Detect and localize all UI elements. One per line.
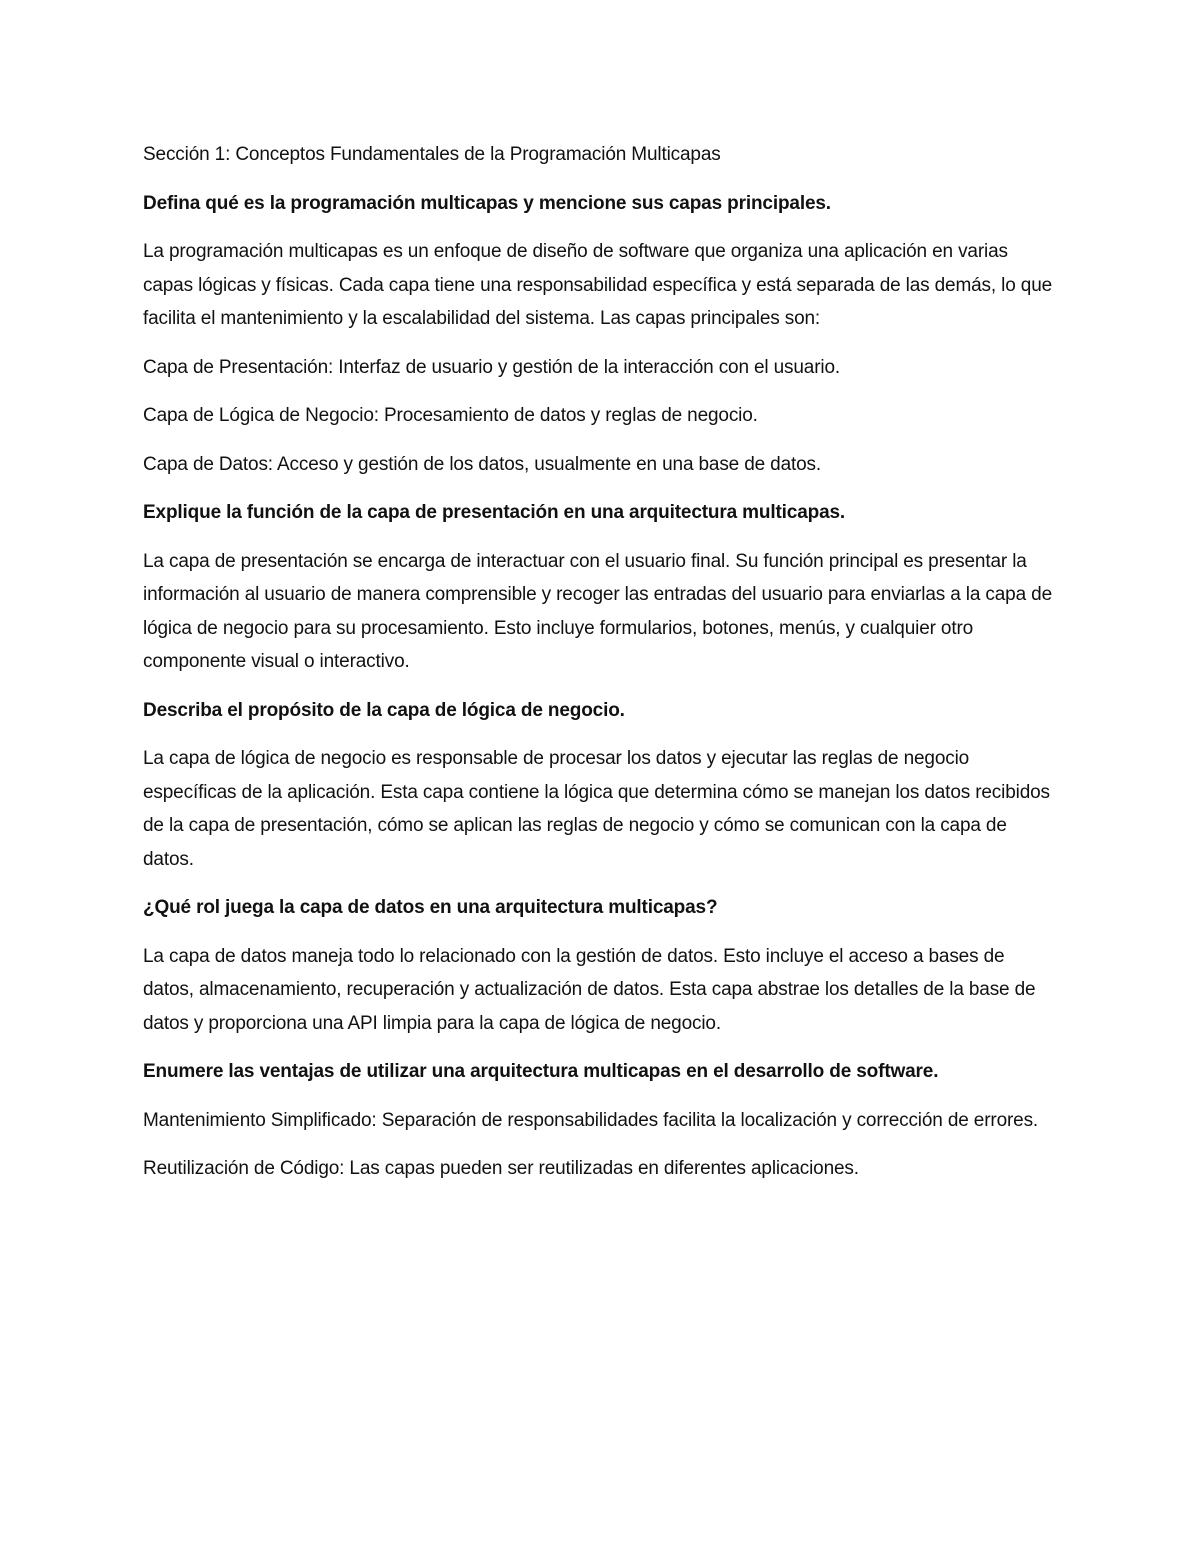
document-body bbox=[143, 138, 1058, 1201]
advantage-item-code-reuse: Reutilización de Código: Las capas pueden ser reutilizadas en diferentes aplicaciones. bbox=[143, 1158, 859, 1179]
advantage-item-maintenance: Mantenimiento Simplificado: Separación de responsabilidades facilita la localización y corrección de errores. bbox=[143, 1109, 1039, 1131]
layer-item-data: Capa de Datos: Acceso y gestión de los datos, usualmente en una base de datos. bbox=[143, 453, 822, 475]
section-title: Sección 1: Conceptos Fundamentales de la Programación Multicapas bbox=[143, 144, 721, 165]
answer-paragraph-1: La programación multicapas es un enfoque de diseño de software que organiza una aplicación en varias capas lógicas y físicas. Cada capa tiene una responsabilidad específica y está separada de las demás, lo que facilita el mantenimiento y la escalabilidad del sistema. Las capas principales son: bbox=[143, 241, 1053, 329]
question-heading-5: Enumere las ventajas de utilizar una arquitectura multicapas en el desarrollo de software. bbox=[143, 1061, 939, 1082]
answer-paragraph-2: La capa de presentación se encarga de interactuar con el usuario final. Su función principal es presentar la información al usuario de manera comprensible y recoger las entradas del usuario para enviarlas a la capa de lógica de negocio para su procesamiento. Esto incluye formularios, botones, menús, y cualquier otro componente visual o interactivo. bbox=[143, 550, 1052, 672]
question-heading-3: Describa el propósito de la capa de lógica de negocio. bbox=[143, 699, 625, 721]
question-heading-4: ¿Qué rol juega la capa de datos en una arquitectura multicapas? bbox=[143, 897, 718, 918]
question-heading-1: Defina qué es la programación multicapas y mencione sus capas principales. bbox=[143, 192, 831, 214]
layer-item-business-logic: Capa de Lógica de Negocio: Procesamiento de datos y reglas de negocio. bbox=[143, 405, 758, 426]
question-heading-2: Explique la función de la capa de presentación en una arquitectura multicapas. bbox=[143, 502, 846, 523]
answer-paragraph-4: La capa de datos maneja todo lo relacionado con la gestión de datos. Esto incluye el acceso a bases de datos, almacenamiento, recuperación y actualización de datos. Esta capa abstrae los detalles de la base de datos y proporciona una API limpia para la capa de lógica de negocio. bbox=[143, 945, 1036, 1034]
answer-paragraph-3: La capa de lógica de negocio es responsable de procesar los datos y ejecutar las reglas de negocio específicas de la aplicación. Esta capa contiene la lógica que determina cómo se manejan los datos recibidos de la capa de presentación, cómo se aplican las reglas de negocio y cómo se comunican con la capa de datos. bbox=[143, 748, 1050, 870]
layer-item-presentation: Capa de Presentación: Interfaz de usuario y gestión de la interacción con el usuario. bbox=[143, 356, 841, 378]
